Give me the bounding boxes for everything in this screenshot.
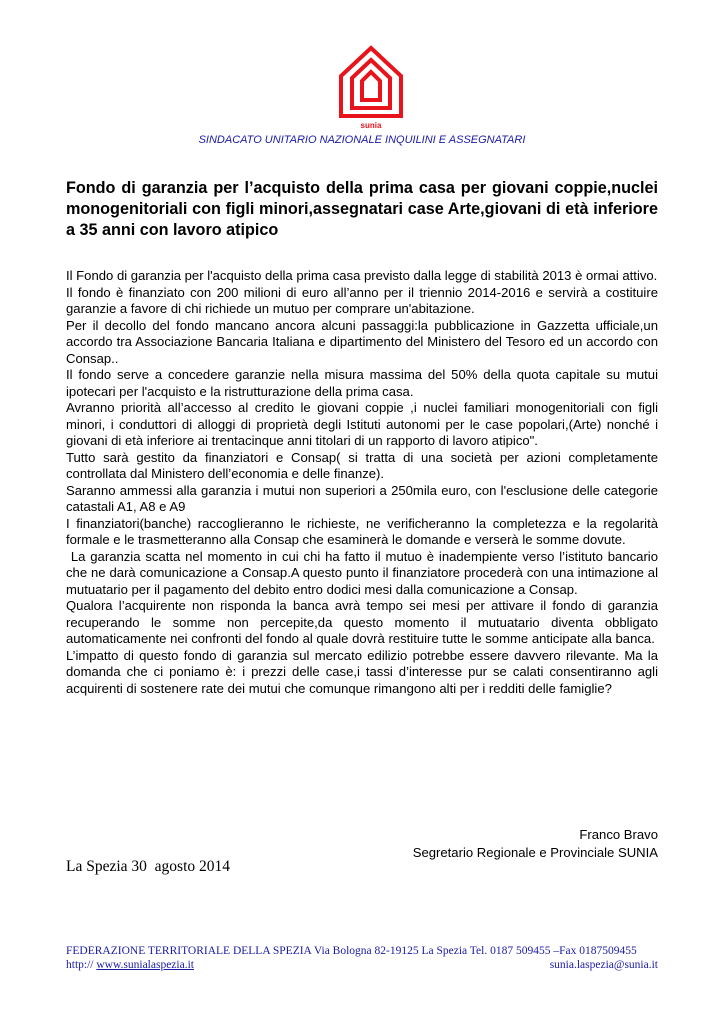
website: [66, 959, 194, 973]
article-body: [66, 268, 662, 697]
logo-house-shape: [341, 48, 401, 116]
footer-contacts: [66, 959, 658, 973]
page-title: Fondo di garanzia per l’acquisto della prima casa per giovani coppie,nuclei monogenitoriali con figli minori,assegnatari case Arte,giovani di età inferiore a 35 anni con lavoro atipico: [66, 179, 658, 239]
signatory-role: Segretario Regionale e Provinciale SUNIA: [412, 844, 658, 860]
paragraph: Tutto sarà gestito da finanziatori e Consap( si tratta di una società per azioni completamente controllata dal Ministero dell’economia e delle finanze).: [66, 449, 658, 481]
paragraph: Avranno priorità all’accesso al credito le giovani coppie ,i nuclei familiari monogenitoriali con figli minori, i conduttori di alloggi di proprietà degli Istituti autonomi per le case popolari,(Arte) nonché i giovani di età inferiore ai trentacinque anni titolari di un rapporto di lavoro atipico".: [66, 400, 658, 448]
page-footer: [66, 945, 658, 972]
paragraph: Qualora l’acquirente non risponda la banca avrà tempo sei mesi per attivare il fondo di garanzia recuperando le somme non percepite,da questo momento il mutuatario diventa obbligato automaticamente nei confronti del fondo al quale dovrà restituire tutte le somme anticipate alla banca.: [66, 598, 658, 646]
paragraph: Saranno ammessi alla garanzia i mutui non superiori a 250mila euro, con l'esclusione delle categorie catastali A1, A8 e A9: [66, 482, 658, 514]
sunia-logo: [337, 44, 405, 132]
logo-label: sunia: [360, 121, 382, 130]
paragraph: L’impatto di questo fondo di garanzia sul mercato edilizio potrebbe essere davvero rilevante. Ma la domanda che ci poniamo è: i prezzi delle case,i tassi d’interesse pur se calati consentiranno agli acquirenti di sostenere rate dei mutui che comunque rimangono alti per i redditi delle famiglie?: [66, 647, 658, 696]
website-link[interactable]: www.sunialaspezia.it: [96, 958, 194, 971]
paragraph: I finanziatori(banche) raccoglieranno le richieste, ne verificheranno la completezza e la regolarità formale e le trasmetteranno alla Consap che esaminerà le domande e verserà le somme dovute.: [66, 515, 658, 547]
paragraph: La garanzia scatta nel momento in cui chi ha fatto il mutuo è inadempiente verso l’istituto bancario che ne darà comunicazione a Consap.A questo punto il finanziatore procederà con una intimazione al mutuatario per il pagamento del debito entro dodici mesi dalla comunicazione a Consap.: [66, 548, 662, 597]
paragraph: Per il decollo del fondo mancano ancora alcuni passaggi:la pubblicazione in Gazzetta ufficiale,un accordo tra Associazione Bancaria Italiana e dipartimento del Ministero del Tesoro ed un accordo con Consap..: [66, 317, 658, 366]
organization-name: SINDACATO UNITARIO NAZIONALE INQUILINI E ASSEGNATARI: [198, 134, 526, 146]
footer-address: FEDERAZIONE TERRITORIALE DELLA SPEZIA Via Bologna 82-19125 La Spezia Tel. 0187 509455 –Fax 0187509455: [66, 945, 637, 957]
paragraph: Il fondo serve a concedere garanzie nella misura massima del 50% della quota capitale su mutui ipotecari per l'acquisto e la ristrutturazione della prima casa.: [66, 367, 658, 399]
house-logo-icon: [337, 44, 405, 132]
signature-block: [413, 826, 658, 861]
signatory-name: Franco Bravo: [579, 827, 658, 842]
place-date: La Spezia 30 agosto 2014: [66, 858, 231, 875]
paragraph: Il fondo è finanziato con 200 milioni di euro all’anno per il triennio 2014-2016 e servirà a costituire garanzie a favore di chi richiede un mutuo per comprare un'abitazione.: [66, 284, 658, 316]
email-address[interactable]: sunia.laspezia@sunia.it: [549, 958, 658, 971]
website-prefix: http://: [66, 958, 97, 971]
paragraph: Il Fondo di garanzia per l'acquisto della prima casa previsto dalla legge di stabilità 2013 è ormai attivo.: [66, 268, 658, 283]
